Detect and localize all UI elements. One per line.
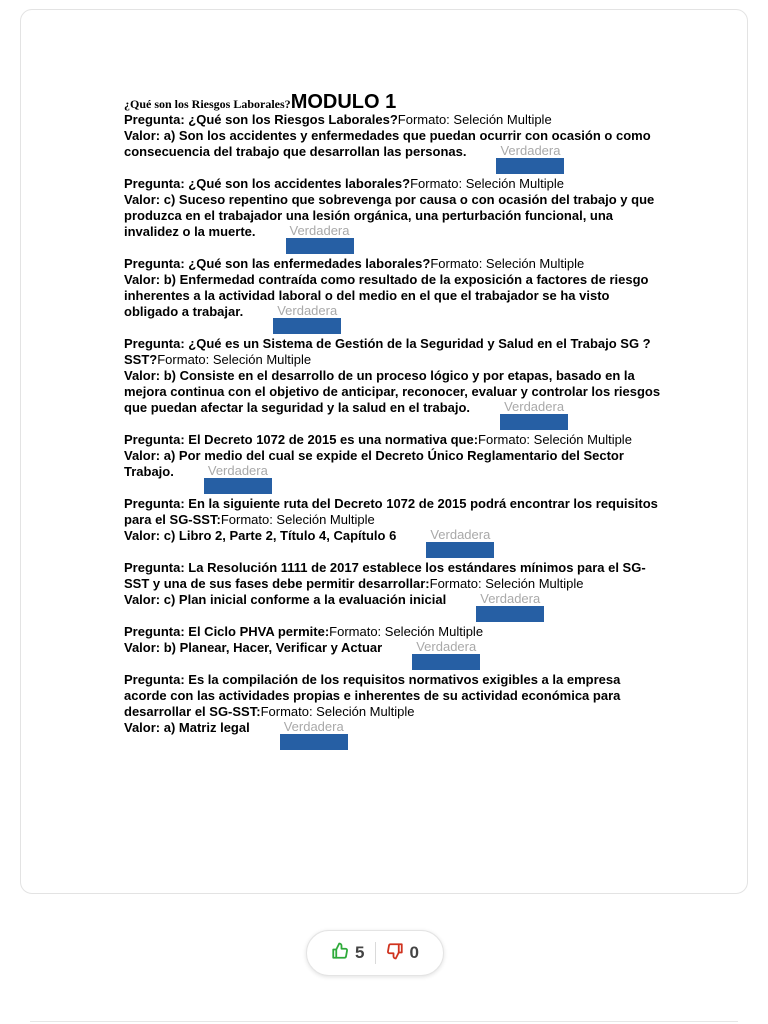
question-text: Pregunta: ¿Qué son las enfermedades laborales? [124,256,431,271]
answer-value: Valor: c) Suceso repentino que sobrevenga por causa o con ocasión del trabajo y que produzca en el trabajador una lesión orgánica, una perturbación funcional, una invalidez o la muerte. [124,192,655,239]
answer-verdict-text: Verdadera [430,527,491,542]
question-line [124,624,664,640]
answer-value: Valor: a) Matriz legal [124,720,250,735]
question-text: Pregunta: ¿Qué es un Sistema de Gestión de la Seguridad y Salud en el Trabajo SG ? SST? [124,336,651,367]
answer-highlight-bar [426,542,494,558]
answer-line [124,528,664,544]
questions-list [124,112,664,736]
answer-value: Valor: a) Por medio del cual se expide el Decreto Único Reglamentario del Sector Trabajo. [124,448,624,479]
document-content [124,92,664,752]
answer-highlight-bar [496,158,564,174]
answer-verdict-text: Verdadera [289,223,350,238]
answer-verdict [412,640,480,656]
thumbs-down-icon [386,942,404,965]
answer-verdict-text: Verdadera [283,719,344,734]
question-format: Formato: Seleción Multiple [429,576,584,591]
question-text: Pregunta: El Ciclo PHVA permite: [124,624,330,639]
upvote-button[interactable] [321,942,374,965]
answer-verdict [426,528,494,544]
answer-value: Valor: b) Enfermedad contraída como resultado de la exposición a factores de riesgo inherentes a la actividad laboral o del medio en el que el trabajador se ha visto obligado a trabajar. [124,272,649,319]
downvote-button[interactable] [376,942,429,965]
answer-line [124,640,664,656]
header-small-title: ¿Qué son los Riesgos Laborales? [124,97,291,111]
answer-line [124,128,664,160]
answer-verdict-text: Verdadera [207,463,268,478]
answer-highlight-bar [500,414,568,430]
answer-verdict-text: Verdadera [480,591,541,606]
question-format: Formato: Seleción Multiple [157,352,312,367]
answer-verdict [273,304,341,320]
question-format: Formato: Seleción Multiple [220,512,375,527]
question-format: Formato: Seleción Multiple [260,704,415,719]
module-title: MODULO 1 [290,91,397,113]
question-block [124,432,664,480]
upvote-count: 5 [355,943,365,962]
question-block [124,624,664,656]
downvote-count: 0 [409,943,419,962]
answer-highlight-bar [273,318,341,334]
answer-highlight-bar [412,654,480,670]
thumbs-up-icon [331,942,349,965]
question-format: Formato: Seleción Multiple [410,176,564,191]
question-text: Pregunta: Es la compilación de los requisitos normativos exigibles a la empresa acorde con las actividades propias e inherentes de su actividad económica para desarrollar el SG-SST: [124,672,621,719]
question-text: Pregunta: ¿Qué son los Riesgos Laborales? [124,112,398,127]
answer-verdict [286,224,354,240]
question-format: Formato: Seleción Multiple [430,256,585,271]
question-block [124,560,664,608]
answer-verdict [476,592,544,608]
question-block [124,672,664,736]
question-block [124,496,664,544]
answer-line [124,192,664,240]
question-line [124,176,664,192]
question-line [124,336,664,368]
question-text: Pregunta: La Resolución 1111 de 2017 establece los estándares mínimos para el SG-SST y una de sus fases debe permitir desarrollar: [124,560,646,591]
divider [30,1021,738,1022]
question-line [124,496,664,528]
question-format: Formato: Seleción Multiple [329,624,484,639]
answer-value: Valor: c) Plan inicial conforme a la evaluación inicial [124,592,447,607]
question-line [124,112,664,128]
question-line [124,432,664,448]
answer-verdict-text: Verdadera [504,399,565,414]
answer-verdict-text: Verdadera [277,303,338,318]
question-text: Pregunta: En la siguiente ruta del Decreto 1072 de 2015 podrá encontrar los requisitos para el SG-SST: [124,496,658,527]
question-block [124,176,664,240]
answer-verdict-text: Verdadera [500,143,561,158]
question-text: Pregunta: ¿Qué son los accidentes laborales? [124,176,411,191]
question-block [124,336,664,416]
answer-line [124,592,664,608]
question-line [124,256,664,272]
answer-highlight-bar [476,606,544,622]
question-line [124,672,664,720]
answer-verdict [280,720,348,736]
answer-value: Valor: b) Consiste en el desarrollo de un proceso lógico y por etapas, basado en la mejora continua con el objetivo de anticipar, reconocer, evaluar y controlar los riesgos que puedan afectar la seguridad y la salud en el trabajo. [124,368,661,415]
question-format: Formato: Seleción Multiple [478,432,632,447]
question-format: Formato: Seleción Multiple [397,112,552,127]
question-block [124,112,664,160]
vote-widget [306,930,444,976]
answer-verdict [500,400,568,416]
answer-value: Valor: b) Planear, Hacer, Verificar y Actuar [124,640,383,655]
question-text: Pregunta: El Decreto 1072 de 2015 es una normativa que: [124,432,479,447]
answer-verdict-text: Verdadera [416,639,477,654]
document-header [124,92,664,112]
answer-line [124,272,664,320]
answer-verdict [496,144,564,160]
answer-highlight-bar [204,478,272,494]
answer-value: Valor: c) Libro 2, Parte 2, Título 4, Capítulo 6 [124,528,397,543]
answer-verdict [204,464,272,480]
question-block [124,256,664,320]
answer-value: Valor: a) Son los accidentes y enfermedades que puedan ocurrir con ocasión o como consecuencia del trabajo que desarrollan las personas. [124,128,651,159]
answer-line [124,368,664,416]
answer-line [124,720,664,736]
answer-line [124,448,664,480]
answer-highlight-bar [286,238,354,254]
question-line [124,560,664,592]
answer-highlight-bar [280,734,348,750]
